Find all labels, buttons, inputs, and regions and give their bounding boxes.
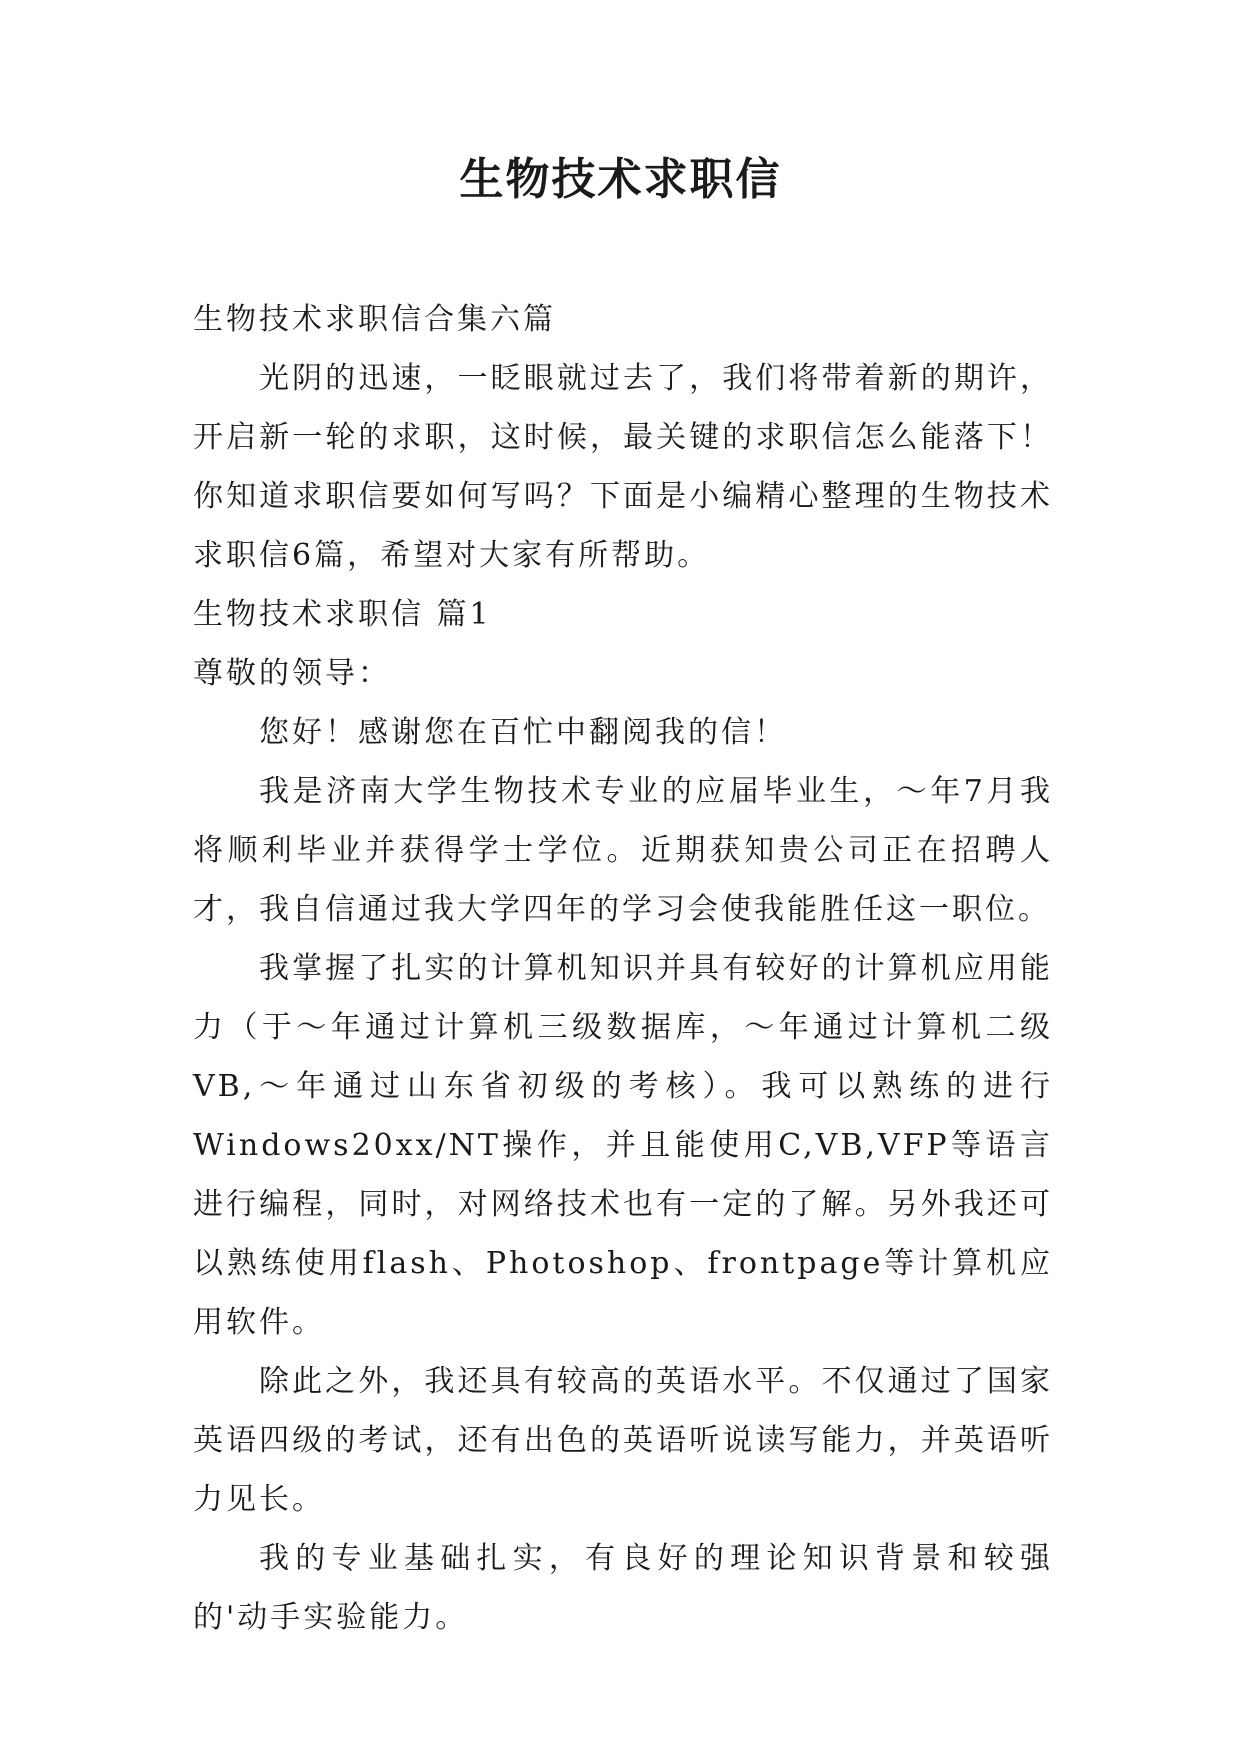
document-title: 生物技术求职信 bbox=[459, 154, 782, 205]
english-skills-paragraph: 除此之外，我还具有较高的英语水平。不仅通过了国家英语四级的考试，还有出色的英语听说读写能力，并英语听力见长。 bbox=[193, 1364, 1053, 1517]
major-skills-paragraph: 我的专业基础扎实，有良好的理论知识背景和较强的'动手实验能力。 bbox=[193, 1541, 1053, 1635]
subtitle-line: 生物技术求职信合集六篇 bbox=[193, 302, 556, 337]
section-heading: 生物技术求职信 篇1 bbox=[193, 597, 492, 632]
salutation: 尊敬的领导： bbox=[193, 656, 391, 691]
greeting-paragraph: 您好！感谢您在百忙中翻阅我的信！ bbox=[259, 715, 787, 750]
intro-paragraph: 光阴的迅速，一眨眼就过去了，我们将带着新的期许，开启新一轮的求职，这时候，最关键的求职信怎么能落下！你知道求职信要如何写吗？下面是小编精心整理的生物技术求职信6篇，希望对大家有所帮助。 bbox=[193, 361, 1053, 573]
computer-skills-paragraph: 我掌握了扎实的计算机知识并具有较好的计算机应用能力（于～年通过计算机三级数据库，～年通过计算机二级VB,～年通过山东省初级的考核）。我可以熟练的进行Windows20xx/NT操作，并且能使用C,VB,VFP等语言进行编程，同时，对网络技术也有一定的了解。另外我还可以熟练使用flash、Photoshop、frontpage等计算机应用软件。 bbox=[193, 951, 1053, 1340]
background-paragraph: 我是济南大学生物技术专业的应届毕业生，～年7月我将顺利毕业并获得学士学位。近期获知贵公司正在招聘人才，我自信通过我大学四年的学习会使我能胜任这一职位。 bbox=[193, 774, 1053, 927]
document-body bbox=[193, 290, 1053, 1647]
